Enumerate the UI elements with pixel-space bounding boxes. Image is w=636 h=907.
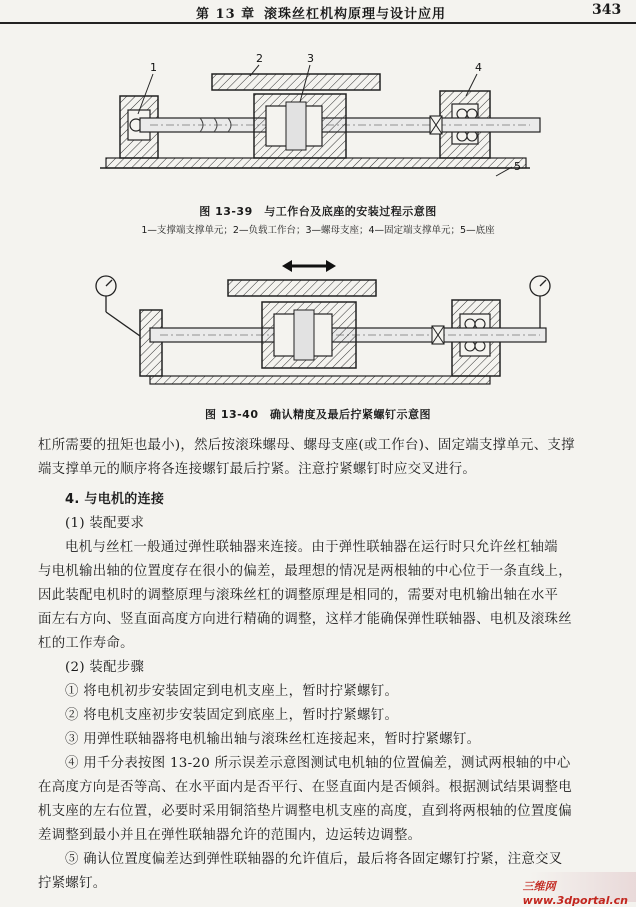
section-heading: 4. 与电机的连接 [65,492,165,507]
continuation-line: 端支撑单元的顺序将各连接螺钉最后拧紧。注意拧紧螺钉时应交叉进行。 [38,462,477,477]
step-line: 机支座的左右位置，必要时采用铜箔垫片调整电机支座的高度，直到将两根轴的位置度偏 [38,804,572,819]
continuation-line: 杠所需要的扭矩也最小)，然后按滚珠螺母、螺母支座(或工作台)、固定端支撑单元、支撑 [38,438,575,453]
callout-1: 1 [150,61,157,74]
site-watermark [522,872,636,907]
chapter-label: 第 13 章 [196,7,256,22]
subsection-heading: (2) 装配步骤 [65,660,145,675]
step-line: 差调整到最小并且在弹性联轴器允许的范围内，边运转边调整。 [38,828,422,843]
callout-4: 4 [475,61,482,74]
paragraph-line: 与电机输出轴的位置度存在很小的偏差，最理想的情况是两根轴的中心位于一条直线上， [38,564,572,579]
callout-5: 5 [514,160,521,173]
step-item: ② 将电机支座初步安装固定到底座上，暂时拧紧螺钉。 [65,708,399,723]
double-arrow-icon [282,260,336,272]
step-item: ③ 用弹性联轴器将电机输出轴与滚珠丝杠连接起来，暂时拧紧螺钉。 [65,732,481,747]
step-line: ④ 用千分表按图 13-20 所示误差示意图测试电机轴的位置偏差，测试两根轴的中心 [65,756,571,771]
dial-gauge-icon [96,276,140,336]
step-line: 拧紧螺钉。 [38,876,107,891]
chapter-title: 滚珠丝杠机构原理与设计应用 [264,7,447,22]
paragraph-line: 面左右方向、竖直面高度方向进行精确的调整，这样才能确保弹性联轴器、电机及滚珠丝 [38,612,572,627]
step-line: ⑤ 确认位置度偏差达到弹性联轴器的允许值后，最后将各固定螺钉拧紧，注意交叉 [65,852,563,867]
watermark-text: 三维网www.3dportal.cn [522,880,628,907]
subsection-heading: (1) 装配要求 [65,516,145,531]
paragraph-line: 因此装配电机时的调整原理与滚珠丝杠的调整原理是相同的，需要对电机输出轴在水平 [38,588,559,603]
figure-13-39-drawing [0,36,636,196]
paragraph-line: 电机与丝杠一般通过弹性联轴器来连接。由于弹性联轴器在运行时只允许丝杠轴端 [65,540,558,555]
figure-13-40-drawing [0,250,636,400]
figure-13-40-caption: 图 13-40 确认精度及最后拧紧螺钉示意图 [204,408,431,421]
paragraph-line: 杠的工作寿命。 [38,636,134,651]
step-item: ① 将电机初步安装固定到电机支座上，暂时拧紧螺钉。 [65,684,399,699]
figure-13-39-caption: 图 13-39 与工作台及底座的安装过程示意图 [199,205,437,218]
page-number: 343 [592,2,622,18]
page-header [0,0,636,24]
callout-2: 2 [256,52,263,65]
step-line: 在高度方向是否等高、在水平面内是否平行、在竖直面内是否倾斜。根据测试结果调整电 [38,780,572,795]
callout-3: 3 [307,52,314,65]
figure-13-39-legend: 1—支撑端支撑单元；2—负载工作台；3—螺母支座；4—固定端支撑单元；5—底座 [141,225,495,236]
body-text [38,434,604,896]
